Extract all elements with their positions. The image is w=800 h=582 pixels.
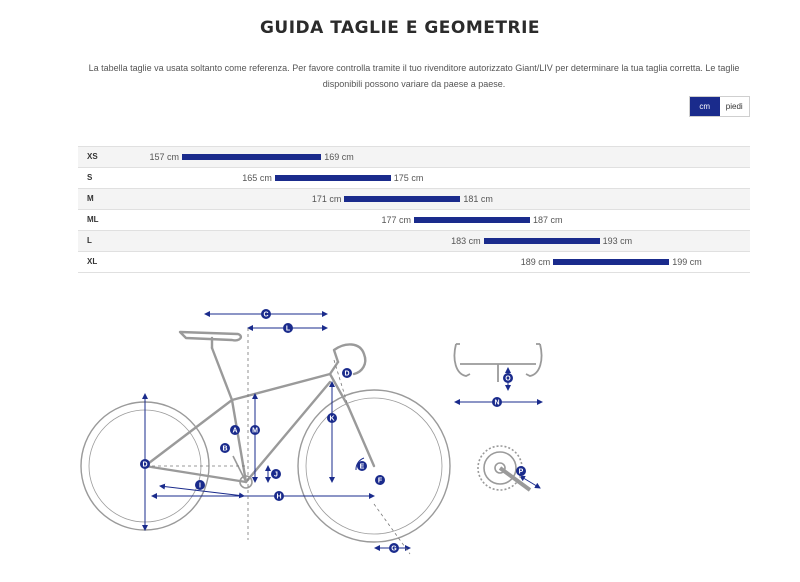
unit-toggle [689, 96, 750, 117]
range-bar [484, 238, 600, 244]
label-m-text: M [252, 427, 258, 435]
range-bar [344, 196, 460, 202]
label-d-text: D [344, 370, 350, 378]
label-o [503, 373, 513, 383]
label-o-text: O [505, 375, 511, 383]
label-d [342, 368, 352, 378]
range-min: 189 cm [520, 257, 551, 267]
range-min: 157 cm [149, 152, 179, 162]
range-min: 171 cm [311, 194, 342, 204]
size-label: L [87, 236, 92, 245]
size-row-s [78, 167, 750, 188]
range-max: 169 cm [324, 152, 354, 162]
size-row-xs [78, 146, 750, 167]
label-b-text: B [222, 445, 228, 453]
size-row-xl [78, 251, 750, 273]
label-f-text: F [377, 477, 383, 485]
label-k-text: K [329, 415, 335, 423]
label-g [389, 543, 399, 553]
label-n-text: N [494, 399, 500, 407]
range-bar [275, 175, 391, 181]
label-p-text: P [518, 468, 524, 476]
label-a-text: A [232, 427, 238, 435]
label-d-rear [140, 459, 150, 469]
label-h-text: H [276, 493, 282, 501]
size-row-l [78, 230, 750, 251]
label-p [516, 466, 526, 476]
label-c-text: C [263, 311, 269, 319]
size-label: ML [87, 215, 99, 224]
page-title: GUIDA TAGLIE E GEOMETRIE [259, 18, 541, 38]
range-min: 165 cm [242, 173, 272, 183]
size-row-ml [78, 209, 750, 230]
range-max: 193 cm [602, 236, 633, 246]
label-a [230, 425, 240, 435]
range-max: 175 cm [393, 173, 424, 183]
size-label: S [87, 173, 93, 182]
range-max: 199 cm [672, 257, 702, 267]
range-max: 181 cm [463, 194, 493, 204]
label-h [274, 491, 284, 501]
range-bar [182, 154, 321, 160]
label-l-text: L [285, 325, 291, 333]
label-g-text: G [391, 545, 397, 553]
label-j [271, 469, 281, 479]
range-bar [553, 259, 669, 265]
size-range-table [78, 146, 750, 273]
size-label: XS [87, 152, 98, 161]
label-k [327, 413, 337, 423]
dimension-lines [145, 311, 542, 548]
range-max: 187 cm [533, 215, 563, 225]
label-l [283, 323, 293, 333]
label-i [195, 480, 205, 490]
range-bar [414, 217, 530, 223]
label-e [357, 461, 367, 471]
label-c [261, 309, 271, 319]
size-label: XL [87, 257, 98, 266]
range-min: 177 cm [381, 215, 411, 225]
label-m [250, 425, 260, 435]
label-b [220, 443, 230, 453]
label-j-text: J [274, 471, 278, 479]
range-min: 183 cm [451, 236, 481, 246]
unit-piedi-button[interactable]: piedi [725, 102, 743, 111]
bike-geometry-diagram [0, 290, 800, 580]
size-label: M [87, 194, 94, 203]
size-row-m [78, 188, 750, 209]
label-e-text: E [359, 463, 365, 471]
label-n [492, 397, 502, 407]
label-i-text: I [199, 482, 201, 490]
label-f [375, 475, 385, 485]
label-d-rear-text: D [142, 461, 148, 469]
unit-cm-button[interactable]: cm [690, 97, 720, 116]
size-guide-description: La tabella taglie va usata soltanto come referenza. Per favore controlla tramite il tuo rivenditore autorizzato Giant/LIV per determinare la tua taglia corretta. Le taglie disponibili possono variare da paese a paese. [88, 63, 740, 89]
handlebar-detail [454, 344, 541, 382]
